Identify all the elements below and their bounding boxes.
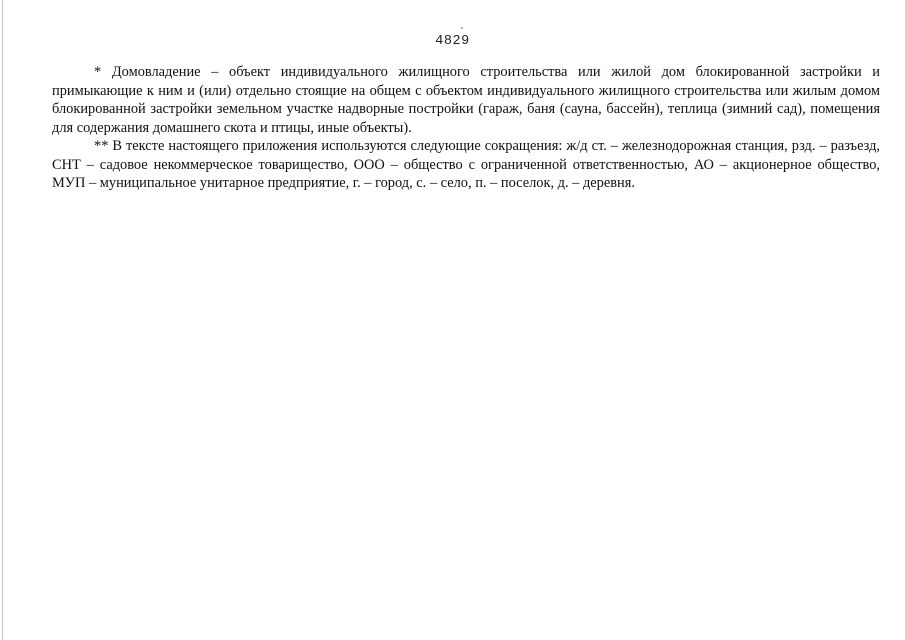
footnotes-block: [52, 63, 880, 193]
page-edge-line: [2, 0, 3, 640]
footnote-marker: **: [94, 138, 109, 154]
page-number: 4829: [435, 34, 470, 49]
footnote-marker: *: [94, 64, 102, 80]
footnote-text: В тексте настоящего приложения используются следующие сокращения: ж/д ст. – железнодорожная станция, рзд. – разъезд, СНТ – садовое некоммерческое товарищество, ООО – общество с ограниченной ответственностью, АО – акционерное общество, МУП – муниципальное унитарное предприятие, г. – город, с. – село, п. – поселок, д. – деревня.: [52, 138, 880, 191]
footnote-text: Домовладение – объект индивидуального жилищного строительства или жилой дом блокированной застройки и примыкающие к ним и (или) отдельно стоящие на общем с объектом индивидуального жилищного строительства или жилым домом блокированной застройки земельном участке надворные постройки (гараж, баня (сауна, бассейн), теплица (зимний сад), помещения для содержания домашнего скота и птицы, иные объекты).: [52, 64, 880, 136]
scan-speck: [461, 27, 463, 29]
footnote-abbreviations: [52, 137, 880, 193]
footnote-definition-household: [52, 63, 880, 137]
